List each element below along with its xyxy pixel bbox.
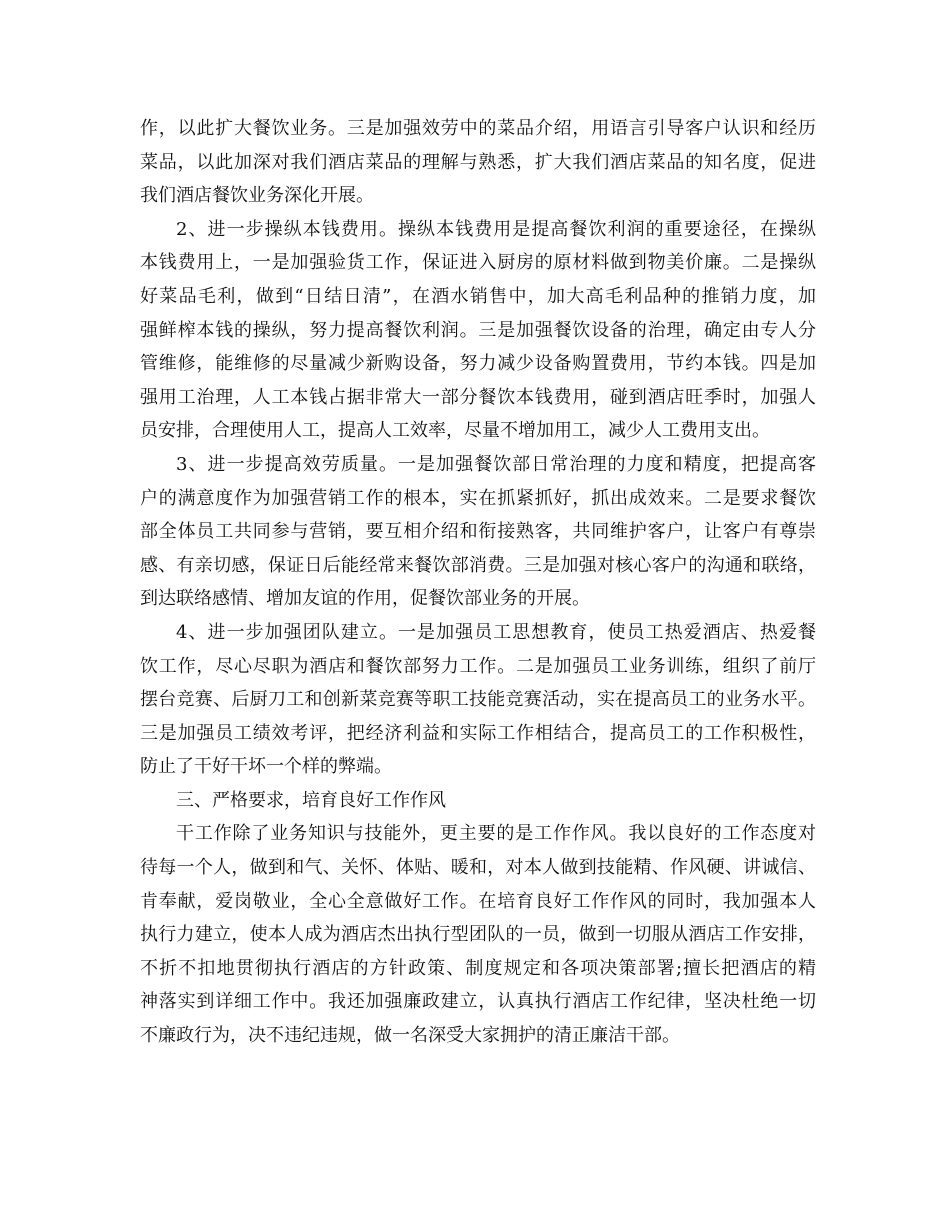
text-line: 3、进一步提高效劳质量。一是加强餐饮部日常治理的力度和精度，把提高客	[176, 453, 816, 475]
text-line: 管维修，能维修的尽量减少新购设备，努力减少设备购置费用，节约本钱。四是加	[140, 353, 816, 375]
text-line: 2、进一步操纵本钱费用。操纵本钱费用是提高餐饮利润的重要途径，在操纵	[176, 218, 816, 240]
text-line: 干工作除了业务知识与技能外，更主要的是工作作风。我以良好的工作态度对	[176, 823, 816, 845]
text-line: 三是加强员工绩效考评，把经济利益和实际工作相结合，提高员工的工作积极性，	[140, 722, 816, 744]
text-line: 员安排，合理使用人工，提高人工效率，尽量不增加用工，减少人工费用支出。	[140, 420, 770, 442]
text-line: 4、进一步加强团队建立。一是加强员工思想教育，使员工热爱酒店、热爱餐	[176, 621, 816, 643]
text-line: 户的满意度作为加强营销工作的根本，实在抓紧抓好，抓出成效来。二是要求餐饮	[140, 487, 816, 509]
text-line: 防止了干好干坏一个样的弊端。	[140, 756, 392, 778]
paragraph	[140, 213, 816, 448]
text-line: 好菜品毛利，做到“日结日清”，在酒水销售中，加大高毛利品种的推销力度，加	[140, 285, 816, 307]
document-body	[140, 112, 816, 1053]
text-line: 作，以此扩大餐饮业务。三是加强效劳中的菜品介绍，用语言引导客户认识和经历	[140, 118, 816, 139]
text-line: 不折不扣地贯彻执行酒店的方针政策、制度规定和各项决策部署;擅长把酒店的精	[140, 957, 816, 979]
text-line: 执行力建立，使本人成为酒店杰出执行型团队的一员，做到一切服从酒店工作安排，	[140, 924, 816, 946]
text-line: 三、严格要求，培育良好工作作风	[176, 789, 446, 811]
paragraph	[140, 817, 816, 1052]
text-line: 我们酒店餐饮业务深化开展。	[140, 185, 374, 207]
text-line: 饮工作，尽心尽职为酒店和餐饮部努力工作。二是加强员工业务训练，组织了前厅	[140, 655, 816, 677]
text-line: 强用工治理，人工本钱占据非常大一部分餐饮本钱费用，碰到酒店旺季时，加强人	[140, 386, 816, 408]
text-line: 菜品，以此加深对我们酒店菜品的理解与熟悉，扩大我们酒店菜品的知名度，促进	[140, 151, 816, 173]
text-line: 本钱费用上，一是加强验货工作，保证进入厨房的原材料做到物美价廉。二是操纵	[140, 252, 816, 274]
text-line: 感、有亲切感，保证日后能经常来餐饮部消费。三是加强对核心客户的沟通和联络，	[140, 554, 816, 576]
text-line: 到达联络感情、增加友谊的作用，促餐饮部业务的开展。	[140, 588, 590, 610]
text-line: 部全体员工共同参与营销，要互相介绍和衔接熟客，共同维护客户，让客户有尊崇	[140, 521, 816, 543]
text-line: 强鲜榨本钱的操纵，努力提高餐饮利润。三是加强餐饮设备的治理，确定由专人分	[140, 319, 816, 341]
text-line: 不廉政行为，决不违纪违规，做一名深受大家拥护的清正廉洁干部。	[140, 1025, 680, 1047]
section-heading	[140, 784, 816, 818]
paragraph	[140, 112, 816, 213]
paragraph	[140, 448, 816, 616]
text-line: 肯奉献，爱岗敬业，全心全意做好工作。在培育良好工作作风的同时，我加强本人	[140, 890, 816, 912]
text-line: 待每一个人，做到和气、关怀、体贴、暖和，对本人做到技能精、作风硬、讲诚信、	[140, 857, 816, 879]
paragraph	[140, 616, 816, 784]
text-line: 摆台竞赛、后厨刀工和创新菜竞赛等职工技能竞赛活动，实在提高员工的业务水平。	[140, 689, 816, 711]
text-line: 神落实到详细工作中。我还加强廉政建立，认真执行酒店工作纪律，坚决杜绝一切	[140, 991, 816, 1013]
